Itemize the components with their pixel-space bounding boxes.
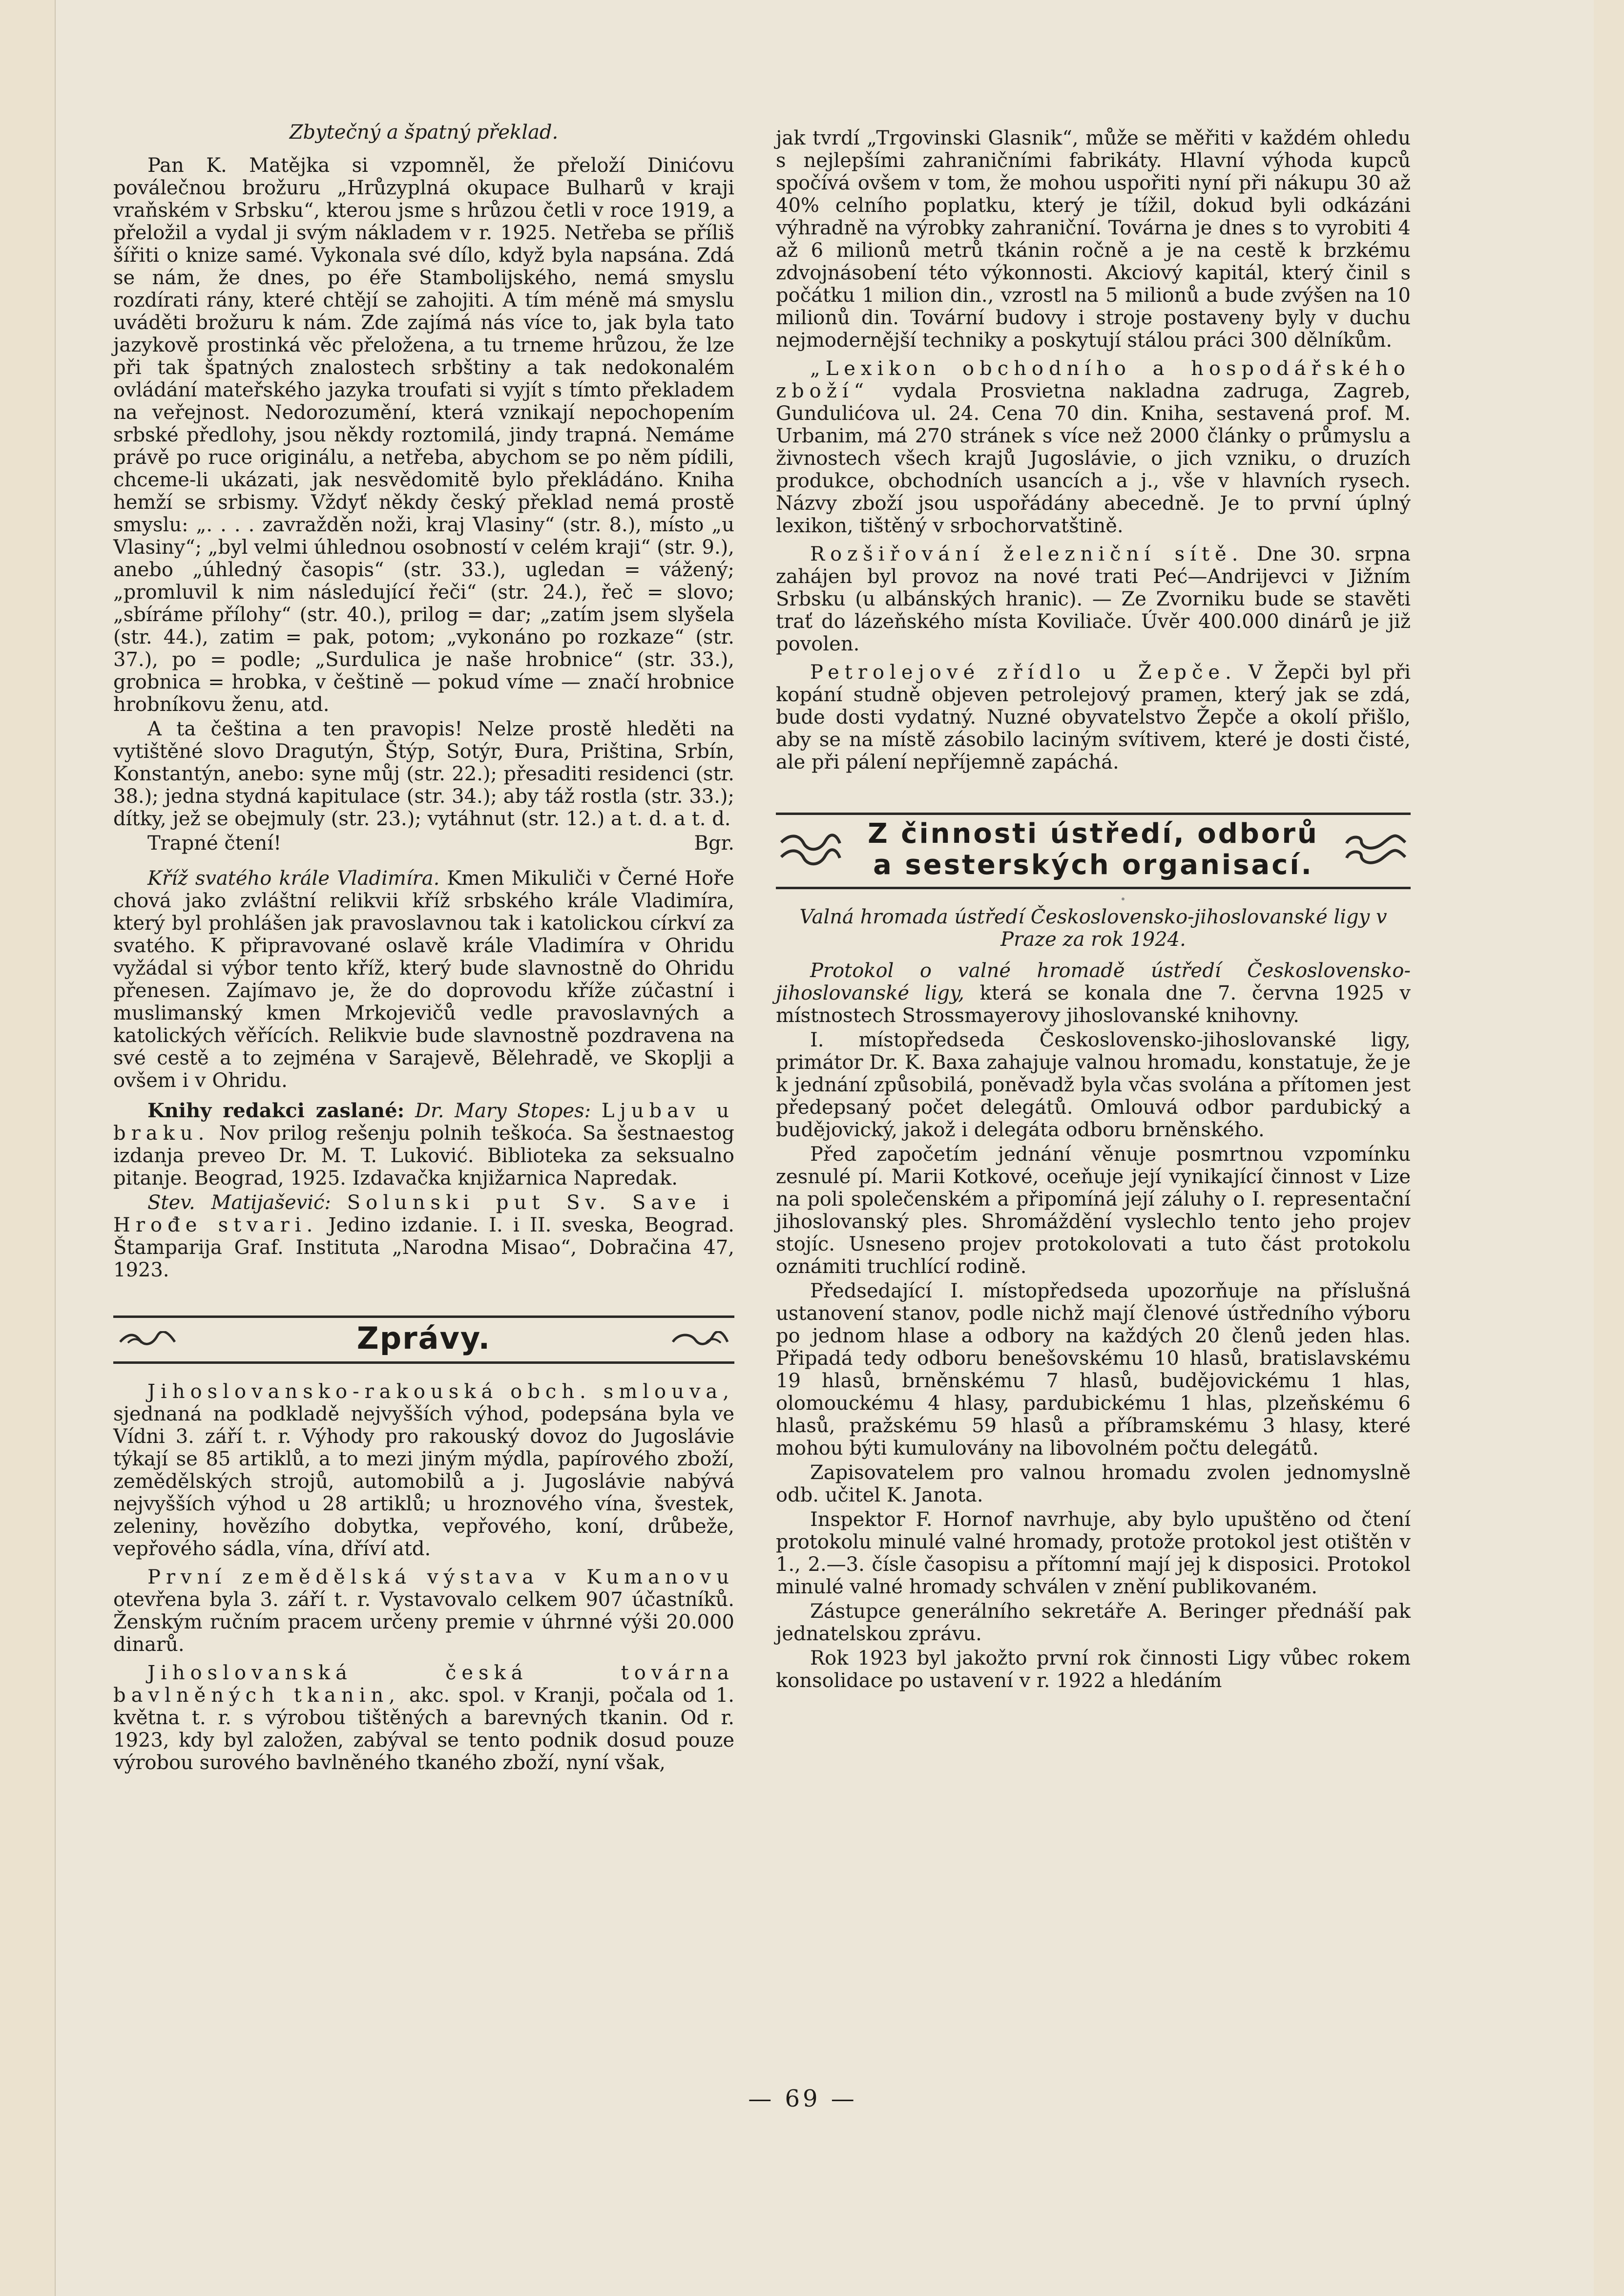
news-item — [776, 357, 1411, 537]
closing-text: Trapné čtení! — [147, 832, 282, 855]
news-item — [113, 1380, 734, 1560]
protocol-paragraph: Zapisovatelem pro valnou hromadu zvolen jednomyslně odb. učitel K. Janota. — [776, 1461, 1411, 1506]
protocol-paragraph: Inspektor F. Hornof navrhuje, aby bylo upuštěno od čtení protokolu minulé valné hromady, protože protokol jest otištěn v 1., 2.—3. čísle časopisu a přítomní mají jej k disposici. Protokol minulé valné hromady schválen v znění publikovaném. — [776, 1508, 1411, 1598]
news-lead: První zemědělská výstava v Kumanovu — [147, 1566, 734, 1588]
news-lead: Jihoslovansko-rakouská obch. smlouva, — [147, 1380, 734, 1403]
news-item — [776, 661, 1411, 773]
book-title: Solunski put Sv. Save i Hrođe stvari. — [113, 1191, 734, 1236]
protocol-paragraph: I. místopředseda Československo-jihoslovanské ligy, primátor Dr. K. Baxa zahajuje valnou hromadu, konstatuje, že je k jednání způsobilá, poněvadž byla včas svolána a přítomen jest předepsaný počet delegátů. Omlouvá odbor pardubický a budějovický, jakož i delegáta odboru brněnského. — [776, 1029, 1411, 1141]
report-title: Valná hromada ústředí Československo-jihoslovanské ligy v Praze za rok 1924. — [799, 906, 1387, 951]
book-details: Nov prilog rešenju polnih teškoća. Sa šestnaestog izdanja preveo Dr. M. T. Luković. Biblioteka za seksualno pitanje. Beograd, 1925. Izdavačka knjižarnica Napredak. — [113, 1122, 734, 1190]
article-paragraph: A ta čeština a ten pravopis! Nelze prostě hleděti na vytištěné slovo Dragutýn, Štýp, Sotýr, Đura, Priština, Srbín, Konstantýn, anebo: syne můj (str. 22.); přesaditi residenci (str. 38.); jedna stydná kapitulace (str. 34.); aby táž rostla (str. 33.); dítky, jež se obejmuly (str. 23.); vytáhnut (str. 12.) a t. d. a t. d. — [113, 718, 734, 830]
section-heading-line2: a sesterských organisací. — [873, 849, 1313, 881]
news-item — [113, 1566, 734, 1656]
news-heading: Zprávy. — [356, 1320, 491, 1356]
article-paragraph: Pan K. Matějka si vzpomněl, že přeloží Dinićovu poválečnou brožuru „Hrůzyplná okupace Bulharů v kraji vraňském v Srbsku“, kterou jsme s hrůzou četli v roce 1919, a přeložil a vydal ji svým nákladem v r. 1925. Netřeba se příliš šířiti o knize samé. Vykonala své dílo, když byla napsána. Zdá se nám, že dnes, po éře Stambolijského, nemá smyslu rozdírati rány, které chtějí se zahojiti. A tím méně má smyslu uváděti brožuru k nám. Zde zajímá nás více to, jak byla tato jazykově prostinká věc přeložena, a tu trneme hrůzou, že lze při tak špatných znalostech srbštiny a tak nedokonalém ovládání mateřského jazyka troufati si vyjít s tímto překladem na veřejnost. Nedorozumění, která vznikají nepochopením srbské předlohy, jsou někdy roztomilá, jindy trapná. Nemáme právě po ruce originálu, a netřeba, abychom se po něm pídili, chceme-li ukázati, jak nesvědomitě bylo překládáno. Kniha hemží se srbismy. Vždyť někdy český překlad nemá prostě smyslu: „. . . . zavražděn noži, kraj Vlasiny“ (str. 8.), místo „u Vlasiny“; „byl velmi úhlednou osobností v celém kraji“ (str. 9.), anebo „úhledný časopis“ (str. 33.), ugledan = vážený; „promluvil k nim následující řeči“ (str. 24.), řeč = slovo; „sbíráme přílohy“ (str. 40.), prilog = dar; „zatím jsem slyšela (str. 44.), zatim = pak, potom; „vykonáno po rozkaze“ (str. 37.), po = podle; „Surdulica je naše hrobnice“ (str. 33.), grobnica = hrobka, v češtině — pokud víme — značí hrobnice hrobníkovu ženu, atd. — [113, 154, 734, 716]
news-lead: Petrolejové zřídlo u Žepče. — [810, 661, 1237, 684]
news-lead: „Lexikon obchodního a hospodářského zboží“ — [776, 357, 1411, 402]
left-ornament-icon — [113, 1329, 182, 1348]
protocol-intro — [776, 960, 1411, 1027]
section-header — [776, 813, 1411, 889]
protocol-paragraph: Před započetím jednání věnuje posmrtnou vzpomínku zesnulé pí. Marii Kotkové, oceňuje její vynikající činnost v Lize na poli společenském a připomíná její záluhy o I. representační jihoslovanský ples. Shromáždění vyslechlo tento jeho projev stojíc. Usneseno projev protokolovati a tuto část protokolu oznámiti truchlící rodině. — [776, 1143, 1411, 1278]
book-entry — [113, 1191, 734, 1281]
books-received — [113, 1100, 734, 1190]
news-text: V Žepči byl při kopání studně objeven petrolejový pramen, který jak se zdá, bude dosti vydatný. Nuzné obyvatelstvo Žepče a okolí přišlo, aby se na místě zásobilo laciným svítivem, které je dosti čisté, ale při pálení nepříjemně zapáchá. — [776, 661, 1411, 773]
left-column — [113, 121, 734, 1776]
news-text: otevřena byla 3. září t. r. Vystavovalo celkem 907 účastníků. Ženským ručním pracem určeny premie v úhrnné výši 20.000 dinarů. — [113, 1588, 734, 1656]
news-item — [113, 1662, 734, 1774]
book-author: Dr. Mary Stopes: — [415, 1100, 591, 1122]
book-author: Stev. Matijašević: — [147, 1191, 331, 1214]
books-heading: Knihy redakci zaslané: — [147, 1099, 405, 1122]
right-column — [776, 127, 1411, 1694]
page-number: — 69 — — [748, 2085, 857, 2112]
ink-dot — [1122, 898, 1124, 900]
news-lead: Rozšiřování železniční sítě. — [810, 543, 1244, 565]
news-text: vydala Prosvietna nakladna zadruga, Zagreb, Gundulićova ul. 24. Cena 70 din. Kniha, sestavená prof. M. Urbanim, má 270 stránek s více než 2000 články o průmyslu a živnostech všech krajů Jugoslávie, o jich vzniku, o druzích produkce, obchodních usancích a j., vše v hlavních rysech. Názvy zboží jsou uspořádány abecedně. Je to první úplný lexikon, tištěný v srbochorvatštině. — [776, 380, 1411, 537]
news-text: Dne 30. srpna zahájen byl provoz na nové trati Peć—Andrijevci v Jižním Srbsku (u albánských hranic). — Ze Zvorniku bude se stavěti trať do lázeňského místa Koviliače. Úvěr 400.000 dinárů je již povolen. — [776, 543, 1411, 655]
book-details: Jedino izdanie. I. i II. sveska, Beograd. Štamparija Graf. Instituta „Narodna Misao“, Dobračina 47, 1923. — [113, 1214, 734, 1281]
article-cross-vladimir — [113, 867, 734, 1092]
section-heading — [844, 818, 1342, 881]
author-signature: Bgr. — [694, 832, 734, 855]
left-ornament-icon — [776, 840, 844, 859]
article-lead: Kříž svatého krále Vladimíra. — [147, 867, 440, 890]
article-title-translation: Zbytečný a špatný překlad. — [289, 121, 559, 144]
protocol-paragraph: Rok 1923 byl jakožto první rok činnosti Ligy vůbec rokem konsolidace po ustavení v r. 1922 a hledáním — [776, 1647, 1411, 1692]
news-continuation: jak tvrdí „Trgovinski Glasnik“, může se měřiti v každém ohledu s nejlepšími zahraničními fabrikáty. Hlavní výhoda kupců spočívá ovšem v tom, že mohou uspořiti nyní při nákupu 30 až 40% celního poplatku, který je tížil, dokud byli odkázáni výhradně na výrobky zahraniční. Továrna je dnes s to vyrobiti 4 až 6 milionů metrů tkánin ročně a je na cestě k brzkému zdvojnásobení této výkonnosti. Akciový kapitál, který činil s počátku 1 milion din., vzrostl na 5 milionů a bude zvýšen na 10 milionů din. Tovární budovy i stroje postaveny byly v duchu nejmodernější techniky a poskytují stálou práci 300 dělníkům. — [776, 127, 1411, 352]
news-lead: Jihoslovanská česká továrna bavlněných tkanin, — [113, 1662, 734, 1707]
news-text: sjednaná na podkladě nejvyšších výhod, podepsána byla ve Vídni 3. září t. r. Výhody pro rakouský dovoz do Jugoslávie týkají se 85 artiklů, a to mezi jiným mýdla, papírového zboží, zemědělských strojů, automobilů a j. Jugoslávie nabývá nejvyšších výhod u 28 artiklů; u hroznového vína, švestek, zeleniny, hovězího dobytka, vepřového, koní, drůbeže, vepřového sádla, vína, dříví atd. — [113, 1403, 734, 1560]
article-text: Kmen Mikuliči v Černé Hoře chová jako zvláštní relikvii kříž srbského krále Vladimíra, který byl prohlášen jak pravoslavnou tak i katolickou církví za svatého. K připravované oslavě krále Vladimíra v Ohridu vyžádal si výbor tento kříž, který bude slavnostně do Ohridu přenesen. Zajímavo je, že do doprovodu kříže zúčastní i muslimanský kmen Mrkojevičů vedle pravoslavných a katolických věřících. Relikvie bude slavnostně pozdravena na své cestě a to zejména v Sarajevě, Bělehradě, ve Skoplji a ovšem i v Ohridu. — [113, 867, 734, 1092]
book-title: Ljubav u braku. — [113, 1100, 734, 1145]
news-header — [113, 1315, 734, 1364]
news-item — [776, 543, 1411, 655]
protocol-text: která se konala dne 7. června 1925 v místnostech Strossmayerovy jihoslovanské knihovny. — [776, 982, 1411, 1027]
right-ornament-icon — [1342, 840, 1411, 859]
page — [55, 0, 1594, 2296]
right-ornament-icon — [666, 1329, 734, 1348]
article-closing — [113, 832, 734, 855]
news-text: akc. spol. v Kranji, počala od 1. května t. r. s výrobou tištěných a barevných tkanin. Od r. 1923, kdy byl založen, zabýval se tento podnik dosud pouze výrobou surového bavlněného tkaného zboží, nyní však, — [113, 1684, 734, 1774]
protocol-lead: Protokol o valné hromadě ústředí Československo-jihoslovanské ligy, — [776, 960, 1411, 1004]
protocol-paragraph: Předsedající I. místopředseda upozorňuje na příslušná ustanovení stanov, podle nichž mají členové ústředního výboru po jednom hlase a odbory na každých 20 členů jeden hlas. Připadá tedy odboru benešovskému 10 hlasů, bratislavskému 19 hlasů, brněnskému 7 hlasů, budějovickému 1 hlas, olomouckému 4 hlasy, pardubickému 1 hlas, plzeňskému 6 hlasů, pražskému 59 hlasů a příbramskému 3 hlasy, které mohou býti kumulovány na libovolném počtu delegátů. — [776, 1280, 1411, 1460]
protocol-paragraph: Zástupce generálního sekretáře A. Beringer přednáší pak jednatelskou zprávu. — [776, 1600, 1411, 1645]
section-heading-line1: Z činnosti ústředí, odborů — [868, 818, 1319, 850]
